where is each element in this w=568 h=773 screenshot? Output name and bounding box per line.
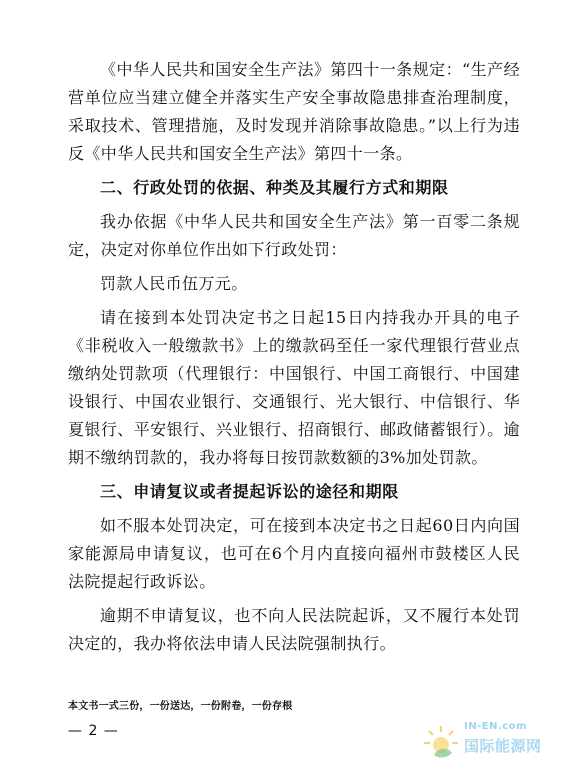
paragraph-fine-amount: 罚款人民币伍万元。 xyxy=(100,274,248,293)
document-body xyxy=(68,56,520,664)
paragraph-appeal-rights: 如不服本处罚决定，可在接到本决定书之日起60日内向国家能源局申请复议，也可在6个月内直接向福州市鼓楼区人民法院提起行政诉讼。 xyxy=(68,516,520,591)
copies-note: 本文书一式三份，一份送达，一份附卷，一份存根 xyxy=(68,701,293,712)
sun-leaf-logo-icon xyxy=(420,723,462,763)
paragraph-payment-instructions: 请在接到本处罚决定书之日起15日内持我办开具的电子《非税收入一般缴款书》上的缴款码至任一家代理银行营业点缴纳处罚款项（代理银行：中国银行、中国工商银行、中国建设银行、中国农业银行、交通银行、光大银行、中信银行、华夏银行、平安银行、兴业银行、招商银行、邮政储蓄银行）。逾期不缴纳罚款的，我办将每日按罚款数额的3%加处罚款。 xyxy=(68,308,520,467)
page-number: — 2 — xyxy=(68,723,119,739)
paragraph-penalty-basis: 我办依据《中华人民共和国安全生产法》第一百零二条规定，决定对你单位作出如下行政处罚： xyxy=(68,212,520,259)
watermark xyxy=(420,721,560,765)
paragraph-law-citation: 《中华人民共和国安全生产法》第四十一条规定：“生产经营单位应当建立健全并落实生产安全事故隐患排查治理制度，采取技术、管理措施，及时发现并消除事故隐患。”以上行为违反《中华人民共和国安全生产法》第四十一条。 xyxy=(68,60,520,163)
paragraph-enforcement: 逾期不申请复议，也不向人民法院起诉，又不履行本处罚决定的，我办将依法申请人民法院强制执行。 xyxy=(68,606,520,653)
section-heading-2: 二、行政处罚的依据、种类及其履行方式和期限 xyxy=(100,178,449,197)
watermark-brand: IN-EN.com xyxy=(464,721,527,732)
section-heading-3: 三、申请复议或者提起诉讼的途径和期限 xyxy=(100,482,399,501)
watermark-name: 国际能源网 xyxy=(464,737,542,755)
